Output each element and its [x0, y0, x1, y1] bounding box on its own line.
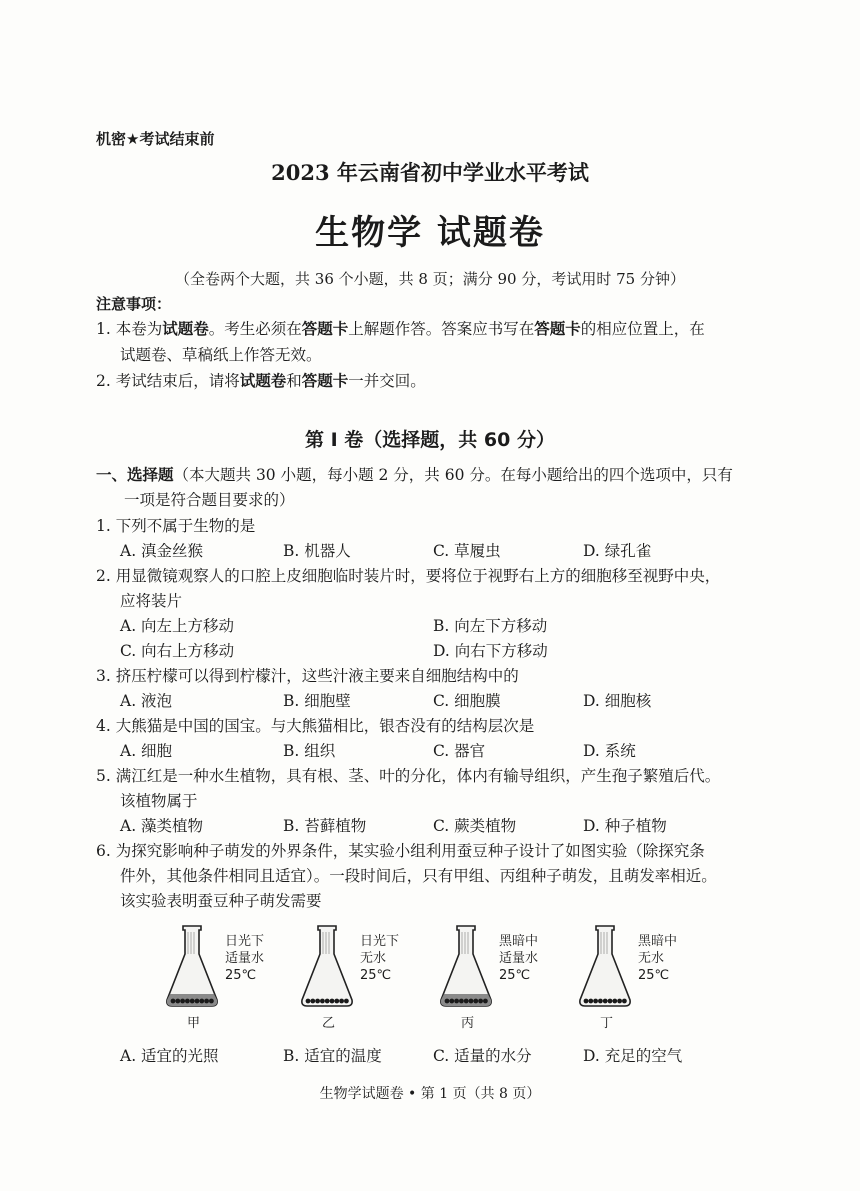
seed — [469, 999, 474, 1004]
seed — [473, 999, 478, 1004]
seed — [195, 999, 200, 1004]
seed — [344, 999, 349, 1004]
question-6-option-d: D. 充足的空气 — [583, 1047, 683, 1065]
flask-condition-cond2: 适量水 — [225, 951, 265, 966]
seed — [306, 999, 311, 1004]
seed — [622, 999, 627, 1004]
question-2-option-a: A. 向左上方移动 — [120, 617, 235, 635]
flask-icon — [437, 924, 495, 1010]
seed — [603, 999, 608, 1004]
section-intro: 一、选择题（本大题共 30 小题，每小题 2 分，共 60 分。在每小题给出的四个选项中，只有 — [96, 466, 733, 484]
flask-condition-cond2: 适量水 — [499, 951, 539, 966]
notice-item-1: 1. 本卷为试题卷。考生必须在答题卡上解题作答。答案应书写在答题卡的相应位置上，在 — [96, 320, 705, 338]
seed — [209, 999, 214, 1004]
flask-condition-cond3: 25℃ — [499, 968, 531, 983]
seed — [584, 999, 589, 1004]
flask-conditions — [499, 933, 538, 984]
flask-icon — [576, 924, 634, 1010]
seed — [325, 999, 330, 1004]
seed — [199, 999, 204, 1004]
question-2-option-b: B. 向左下方移动 — [433, 617, 548, 635]
question-6-option-c: C. 适量的水分 — [433, 1047, 532, 1065]
seed — [598, 999, 603, 1004]
seed — [445, 999, 450, 1004]
question-1-option-c: C. 草履虫 — [433, 542, 501, 560]
flask-label: 甲 — [187, 1016, 201, 1031]
question-2-option-c: C. 向右上方移动 — [120, 642, 235, 660]
flask-condition-cond3: 25℃ — [360, 968, 392, 983]
exam-info: （全卷两个大题，共 36 个小题，共 8 页；满分 90 分，考试用时 75 分钟） — [175, 270, 685, 288]
question-4-option-a: A. 细胞 — [120, 742, 173, 760]
seed — [339, 999, 344, 1004]
flask-condition-cond1: 黑暗中 — [499, 934, 539, 949]
question-4-option-d: D. 系统 — [583, 742, 636, 760]
flask-condition-cond1: 黑暗中 — [638, 934, 678, 949]
question-4-option-c: C. 器官 — [433, 742, 486, 760]
question-3-option-c: C. 细胞膜 — [433, 692, 501, 710]
question-1-stem: 1. 下列不属于生物的是 — [96, 517, 256, 535]
question-1-option-a: A. 滇金丝猴 — [120, 542, 204, 560]
question-1-option-b: B. 机器人 — [283, 542, 351, 560]
seed — [464, 999, 469, 1004]
question-6-stem-cont: 件外，其他条件相同且适宜）。一段时间后，只有甲组、丙组种子萌发，且萌发率相近。 — [120, 867, 717, 885]
question-2-stem-cont: 应将装片 — [120, 592, 183, 610]
seed — [593, 999, 598, 1004]
question-1-option-d: D. 绿孔雀 — [583, 542, 652, 560]
seed — [449, 999, 454, 1004]
notice-item-1-cont: 试题卷、草稿纸上作答无效。 — [120, 346, 322, 364]
paper-title: 生物学 试题卷 — [315, 213, 545, 253]
page-footer: 生物学试题卷 • 第 1 页（共 8 页） — [319, 1086, 541, 1102]
seed — [334, 999, 339, 1004]
flask-conditions — [638, 933, 677, 984]
seed — [459, 999, 464, 1004]
seed — [171, 999, 176, 1004]
flask-label: 乙 — [322, 1016, 336, 1031]
question-6-stem-cont-2: 该实验表明蚕豆种子萌发需要 — [120, 892, 322, 910]
seed — [617, 999, 622, 1004]
seed — [330, 999, 335, 1004]
question-4-option-b: B. 组织 — [283, 742, 336, 760]
notice-item-2: 2. 考试结束后，请将试题卷和答题卡一并交回。 — [96, 372, 426, 390]
question-5-option-d: D. 种子植物 — [583, 817, 667, 835]
flask-1 — [163, 924, 221, 1014]
question-2-stem: 2. 用显微镜观察人的口腔上皮细胞临时装片时，要将位于视野右上方的细胞移至视野中央， — [96, 567, 721, 585]
seed — [608, 999, 613, 1004]
seed — [190, 999, 195, 1004]
seed — [175, 999, 180, 1004]
question-5-option-a: A. 藻类植物 — [120, 817, 204, 835]
seed — [588, 999, 593, 1004]
exam-title: 2023 年云南省初中学业水平考试 — [271, 160, 589, 185]
seed — [204, 999, 209, 1004]
confidential-mark: 机密★考试结束前 — [96, 130, 215, 148]
seed — [454, 999, 459, 1004]
question-2-option-d: D. 向右下方移动 — [433, 642, 548, 660]
section-title: 第 I 卷（选择题，共 60 分） — [305, 429, 555, 451]
section-intro-cont: 一项是符合题目要求的） — [124, 491, 295, 509]
question-6-option-b: B. 适宜的温度 — [283, 1047, 382, 1065]
notice-title: 注意事项： — [96, 295, 172, 313]
seed — [478, 999, 483, 1004]
flask-condition-cond3: 25℃ — [638, 968, 670, 983]
flask-condition-cond2: 无水 — [360, 951, 387, 966]
question-5-stem-cont: 该植物属于 — [120, 792, 198, 810]
seed — [310, 999, 315, 1004]
flask-conditions — [225, 933, 264, 984]
flask-label: 丁 — [600, 1016, 614, 1031]
flask-icon — [163, 924, 221, 1010]
seed — [180, 999, 185, 1004]
question-5-option-b: B. 苔藓植物 — [283, 817, 367, 835]
seed — [185, 999, 190, 1004]
question-3-option-b: B. 细胞壁 — [283, 692, 351, 710]
flask-condition-cond2: 无水 — [638, 951, 665, 966]
flask-4 — [576, 924, 634, 1014]
seed — [483, 999, 488, 1004]
question-3-option-a: A. 液泡 — [120, 692, 173, 710]
flask-2 — [298, 924, 356, 1014]
question-6-stem: 6. 为探究影响种子萌发的外界条件，某实验小组利用蚕豆种子设计了如图实验（除探究条 — [96, 842, 705, 860]
question-5-option-c: C. 蕨类植物 — [433, 817, 517, 835]
question-3-stem: 3. 挤压柠檬可以得到柠檬汁，这些汁液主要来自细胞结构中的 — [96, 667, 519, 685]
flask-conditions — [360, 933, 399, 984]
seed — [320, 999, 325, 1004]
flask-condition-cond1: 日光下 — [360, 934, 400, 949]
question-4-stem: 4. 大熊猫是中国的国宝。与大熊猫相比，银杏没有的结构层次是 — [96, 717, 535, 735]
seed — [315, 999, 320, 1004]
flask-condition-cond3: 25℃ — [225, 968, 257, 983]
seed — [612, 999, 617, 1004]
flask-label: 丙 — [461, 1016, 475, 1031]
question-5-stem: 5. 满江红是一种水生植物，具有根、茎、叶的分化，体内有输导组织，产生孢子繁殖后代。 — [96, 767, 721, 785]
flask-icon — [298, 924, 356, 1010]
flask-3 — [437, 924, 495, 1014]
question-6-option-a: A. 适宜的光照 — [120, 1047, 219, 1065]
flask-condition-cond1: 日光下 — [225, 934, 265, 949]
question-3-option-d: D. 细胞核 — [583, 692, 652, 710]
